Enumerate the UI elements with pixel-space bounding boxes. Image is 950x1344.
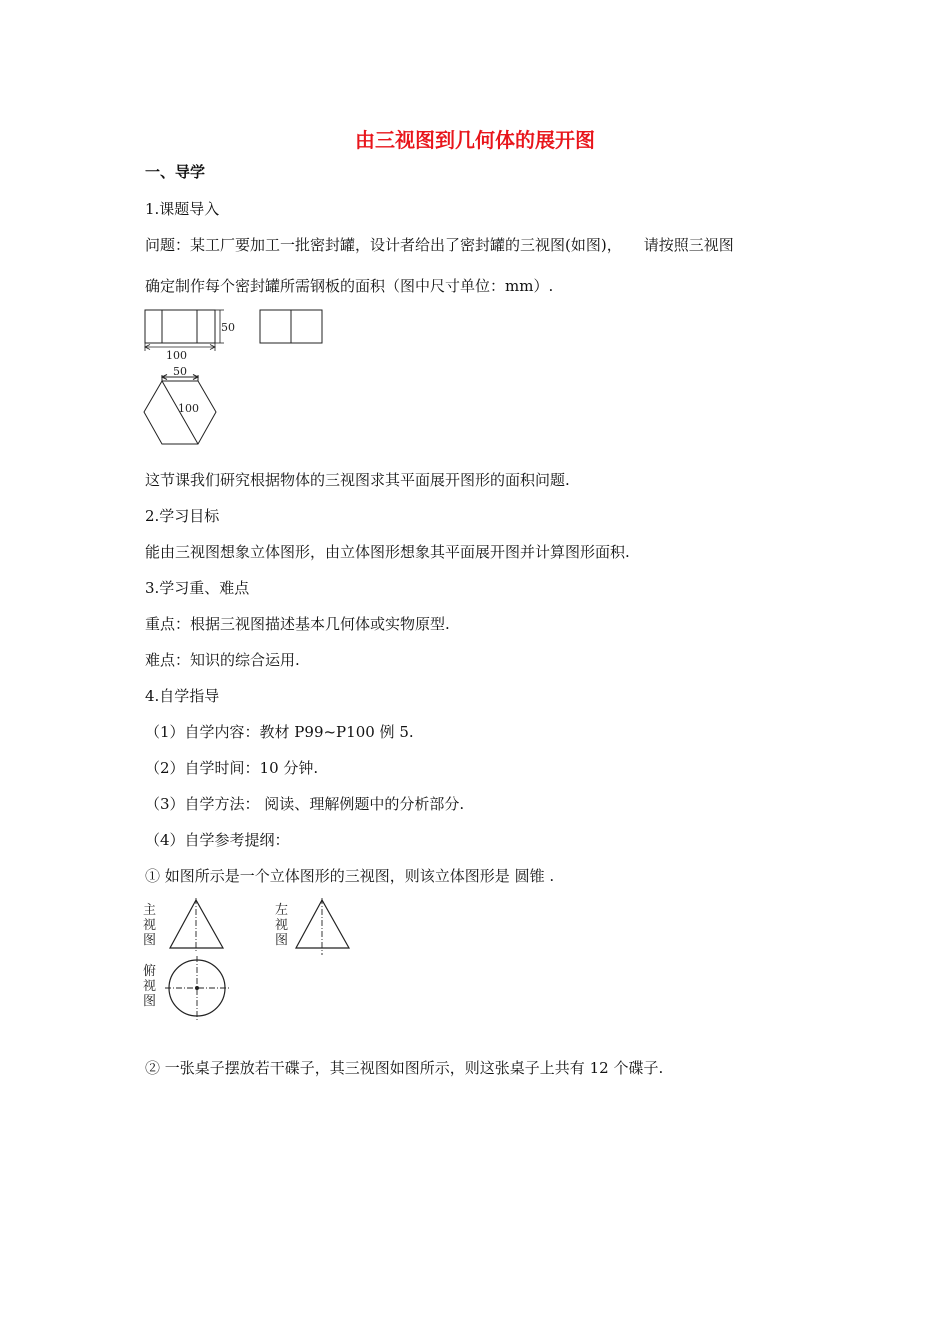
self-study-method: （3）自学方法： 阅读、理解例题中的分析部分.: [145, 795, 465, 813]
section-heading-guide: 一、导学: [145, 163, 206, 181]
self-study-content: （1）自学内容：教材 P99~P100 例 5.: [145, 723, 414, 741]
dim-width-label: 100: [166, 349, 187, 362]
heading-objectives: 2.学习目标: [145, 507, 220, 525]
top-view-label-3: 图: [143, 994, 157, 1009]
three-view-figure-cone: [140, 895, 360, 1025]
intro-summary: 这节课我们研究根据物体的三视图求其平面展开图形的面积问题.: [145, 471, 570, 489]
self-study-outline: （4）自学参考提纲：: [145, 831, 290, 849]
self-study-time: （2）自学时间：10 分钟.: [145, 759, 319, 777]
front-view: [145, 310, 215, 343]
left-view-label-2: 视: [275, 918, 289, 933]
cone-left-view: [296, 898, 349, 955]
question-1-end: .: [549, 867, 555, 885]
cone-top-view: [165, 956, 229, 1020]
problem-text-line1: [145, 235, 734, 255]
problem-text-line2: 确定制作每个密封罐所需钢板的面积（图中尺寸单位：mm）.: [145, 277, 554, 295]
three-view-figure-prism: [140, 305, 340, 455]
question-1-answer: 圆锥: [514, 867, 545, 885]
left-view-label-3: 图: [275, 933, 289, 948]
difficult-point-text: 难点：知识的综合运用.: [145, 651, 300, 669]
dim-side-label: 50: [173, 365, 187, 378]
heading-topic-intro: 1.课题导入: [145, 200, 220, 218]
heading-self-study: 4.自学指导: [145, 687, 220, 705]
question-2: [145, 1058, 663, 1078]
front-view-label-3: 图: [143, 933, 157, 948]
problem-text-part-a: 问题：某工厂要加工一批密封罐，设计者给出了密封罐的三视图(如图)，: [145, 236, 622, 254]
cone-front-view: [170, 898, 223, 953]
objectives-text: 能由三视图想象立体图形，由立体图形想象其平面展开图并计算图形面积.: [145, 543, 630, 561]
question-1: [145, 866, 554, 886]
dim-height-label: 50: [221, 321, 235, 334]
front-view-label-1: 主: [143, 903, 157, 918]
key-point-text: 重点：根据三视图描述基本几何体或实物原型.: [145, 615, 450, 633]
front-view-label-2: 视: [143, 918, 157, 933]
top-view-label-1: 俯: [143, 964, 157, 979]
dim-diagonal-label: 100: [178, 402, 199, 415]
top-view-label-2: 视: [143, 979, 157, 994]
question-1-text: ① 如图所示是一个立体图形的三视图，则该立体图形是: [145, 867, 510, 885]
question-2-answer: 12: [589, 1059, 609, 1077]
problem-text-part-b: 请按照三视图: [643, 236, 734, 254]
question-2-text: ② 一张桌子摆放若干碟子，其三视图如图所示，则这张桌子上共有: [145, 1059, 585, 1077]
page-title: 由三视图到几何体的展开图: [355, 128, 595, 152]
side-view: [260, 310, 322, 343]
heading-key-points: 3.学习重、难点: [145, 579, 250, 597]
left-view-label-1: 左: [275, 903, 289, 918]
question-2-end: 个碟子.: [613, 1059, 664, 1077]
